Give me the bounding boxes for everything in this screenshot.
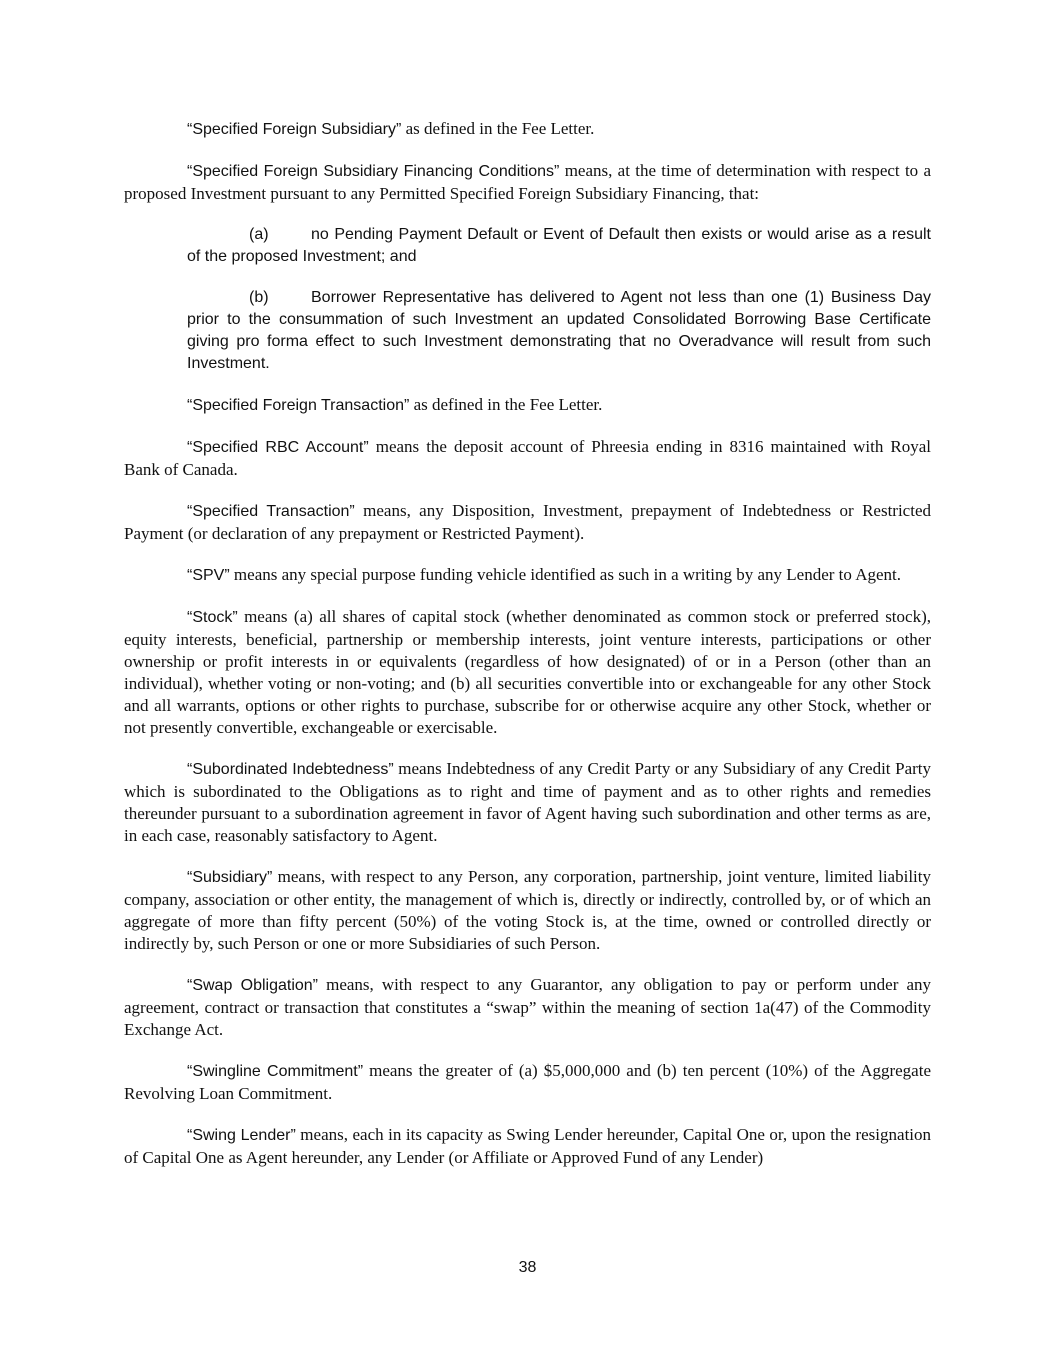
definition-specified-rbc-account bbox=[124, 436, 931, 481]
definition-text: means (a) all shares of capital stock (whether denominated as common stock or preferred stock), equity interests, beneficial, partnership or membership interests, joint venture interests, participations or other ownership or profit interests in or equivalents (regardless of how designated) of or in a Person (other than an individual), whether voting or non-voting; and (b) all securities convertible into or exchangeable for any other Stock and all warrants, options or other rights to purchase, subscribe for or otherwise acquire any other Stock, whether or not presently convertible, exchangeable or exercisable. bbox=[124, 607, 931, 737]
definition-swingline-commitment bbox=[124, 1060, 931, 1105]
defined-term: “Specified Foreign Subsidiary Financing Conditions” bbox=[187, 163, 560, 180]
clause-label: (a) bbox=[249, 226, 269, 243]
definition-specified-foreign-transaction bbox=[124, 394, 931, 417]
defined-term: “Subsidiary” bbox=[187, 869, 273, 886]
defined-term: “Specified Transaction” bbox=[187, 503, 355, 520]
defined-term: “Specified Foreign Subsidiary” bbox=[187, 121, 402, 138]
definition-subsidiary bbox=[124, 866, 931, 955]
definition-swing-lender bbox=[124, 1124, 931, 1169]
defined-term: “Swap Obligation” bbox=[187, 977, 319, 994]
defined-term: “Subordinated Indebtedness” bbox=[187, 761, 394, 778]
defined-term: “Stock” bbox=[187, 609, 238, 626]
definition-stock bbox=[124, 606, 931, 739]
definition-spv bbox=[124, 564, 931, 587]
definition-text: as defined in the Fee Letter. bbox=[409, 395, 603, 414]
defined-term: “SPV” bbox=[187, 567, 230, 584]
clause-label: (b) bbox=[249, 289, 269, 306]
definition-subordinated-indebtedness bbox=[124, 758, 931, 847]
definition-text: means the deposit account of Phreesia ending in 8316 maintained with Royal Bank of Canada. bbox=[124, 437, 931, 479]
defined-term: “Swingline Commitment” bbox=[187, 1063, 364, 1080]
definition-specified-foreign-subsidiary-financing-conditions bbox=[124, 160, 931, 205]
definition-text: means any special purpose funding vehicle identified as such in a writing by any Lender to Agent. bbox=[229, 565, 901, 584]
defined-term: “Specified RBC Account” bbox=[187, 439, 369, 456]
definition-text: as defined in the Fee Letter. bbox=[401, 119, 595, 138]
document-body bbox=[124, 118, 931, 1188]
definition-text: means, with respect to any Guarantor, any obligation to pay or perform under any agreement, contract or transaction that constitutes a “swap” within the meaning of section 1a(47) of the Commodity Exchange Act. bbox=[124, 975, 931, 1039]
definition-text: means, at the time of determination with respect to a proposed Investment pursuant to any Permitted Specified Foreign Subsidiary Financing, that: bbox=[124, 161, 932, 203]
definition-text: means, any Disposition, Investment, prepayment of Indebtedness or Restricted Payment (or declaration of any prepayment or Restricted Payment). bbox=[124, 501, 932, 543]
definition-swap-obligation bbox=[124, 974, 931, 1041]
clause-a bbox=[187, 224, 931, 268]
definition-text: means, each in its capacity as Swing Lender hereunder, Capital One or, upon the resignation of Capital One as Agent hereunder, any Lender (or Affiliate or Approved Fund of any Lender) bbox=[124, 1125, 932, 1167]
definition-specified-foreign-subsidiary bbox=[124, 118, 931, 141]
definition-text: means the greater of (a) $5,000,000 and (b) ten percent (10%) of the Aggregate Revolving Loan Commitment. bbox=[124, 1061, 931, 1103]
defined-term: “Swing Lender” bbox=[187, 1127, 296, 1144]
clause-b bbox=[187, 287, 931, 375]
defined-term: “Specified Foreign Transaction” bbox=[187, 397, 410, 414]
page-number: 38 bbox=[518, 1259, 537, 1276]
definition-text: means, with respect to any Person, any corporation, partnership, joint venture, limited liability company, association or other entity, the management of which is, directly or indirectly, controlled by, or of which an aggregate of more than fifty percent (50%) of the voting Stock is, at the time, owned or controlled directly or indirectly by, such Person or one or more Subsidiaries of such Person. bbox=[124, 867, 931, 953]
clause-text: Borrower Representative has delivered to Agent not less than one (1) Business Day prior to the consummation of such Investment an updated Consolidated Borrowing Base Certificate giving pro forma effect to such Investment demonstrating that no Overadvance will result from such Investment. bbox=[187, 289, 931, 372]
clause-text: no Pending Payment Default or Event of Default then exists or would arise as a result of the proposed Investment; and bbox=[187, 226, 931, 265]
definition-text: means Indebtedness of any Credit Party or any Subsidiary of any Credit Party which is subordinated to the Obligations as to right and time of payment and as to other rights and remedies thereunder pursuant to a subordination agreement in favor of Agent having such subordination and other terms as are, in each case, reasonably satisfactory to Agent. bbox=[124, 759, 931, 845]
definition-specified-transaction bbox=[124, 500, 931, 545]
